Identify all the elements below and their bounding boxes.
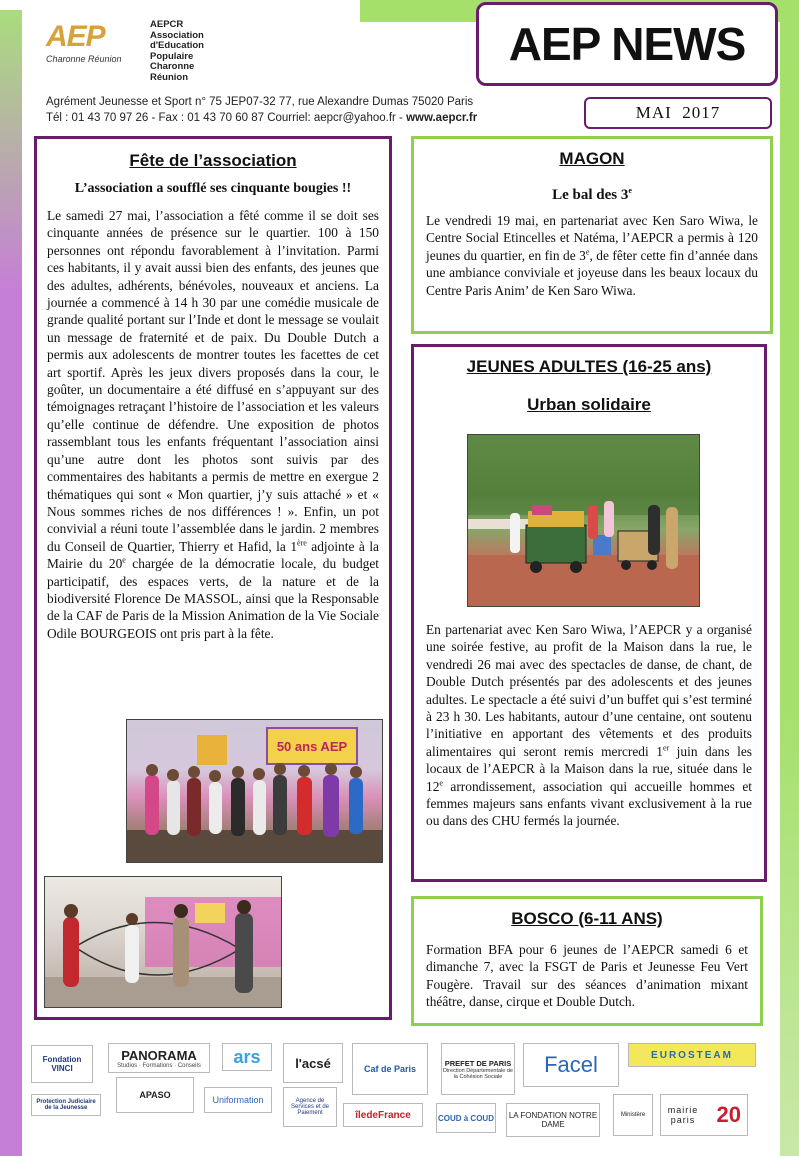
bosco-title: BOSCO (6-11 ANS) [511,909,663,928]
rope-holder [235,913,253,993]
jeunes-body-part: En partenariat avec Ken Saro Wiwa, l’AEPCR y a organisé une soirée festive, au profit de la Maison dans la rue, le vendredi 26 mai avec des spectacles de danse, de chant, de Double Dutch présentés par des adolescents et des jeunes adultes. Le spectacle a été suivi d’un buffet qui s’est terminé à 23 h 30. Les habitants, autour d’une centaine, ont soutenu l’initiative en apportant des vêtements et des produits alimentaires qui seront remis mercredi 1 [426,622,752,759]
magon-subtitle-sup: e [628,186,632,195]
logo-idf-text: îledeFrance [355,1109,411,1121]
org-line: Association [150,29,204,41]
org-line: Populaire [150,50,194,62]
logo-facel [523,1043,619,1087]
website-link[interactable]: www.aepcr.fr [406,112,478,124]
fete-body-part: Le samedi 27 mai, l’association a fêté comme il se doit ses cinquante années de présence sur le quartier. 100 à 150 personnes ont répondu favorablement à l’invitation. Parmi ces habitants, il y avait aussi bien des enfants, des jeunes que des adultes, adhérents, bénévoles, nouveaux et anciens. La journée a commencé à 14 h 30 par une comédie musicale de grande qualité portant sur l’Inde et dont le message se voulait un message de fraternité et de paix. Du Double Dutch a permis aux adolescents de montrer toutes les facettes de cet art sportif. Après les jeux divers proposés dans la cour, le goûter, un documentaire a été diffusé en s’appuyant sur des témoignages retraçant l’histoire de l’association et les valeurs qu’elle continue de défendre. Une exposition de photos rassemblant tous les enfants fréquentant l’association ainsi qu’une autre dont les photos sont suivis par des commentaires des habitants a permis de mettre en exergue 2 thématiques qui sont « Mon quartier, j’y suis attaché » et « Nous sommes riches de nos différences ! ». Enfin, un pot convivial a réuni toute l’assemblée dans le jardin. 2 membres du Conseil de Quartier, Thierry et Hafid, la 1 [47,208,379,554]
logo-prefet-sub: Direction Départementale de la Cohésion Sociale [442,1067,513,1080]
date-box [584,97,772,129]
logo-pjj-text: Protection Judiciaire de la Jeunesse [36,1099,96,1111]
logo-acse [283,1043,343,1083]
logo-panorama-text: PANORAMA [121,1047,197,1063]
fete-title: Fête de l’association [129,151,297,170]
logo-fondation-vinci-text: Fondation VINCI [42,1055,82,1073]
logo-acse-text: l'acsé [295,1055,331,1071]
org-line: d'Education [150,40,204,52]
stage-scene [127,720,383,863]
jumper [173,917,189,987]
jeunes-body-part: juin dans les locaux de l’AEPCR à la Maison dans la rue, située dans le 12 [426,743,752,794]
logo-fondation-vinci [31,1045,93,1083]
magon-title: MAGON [559,149,625,168]
magon-body [426,212,758,299]
logo-eurosteam-text: EUROSTEAM [651,1049,733,1061]
logo-apaso-text: APASO [139,1090,171,1100]
jumper [125,925,139,983]
newsletter-title-box [476,2,778,86]
issue-date: MAI 2017 [635,103,721,122]
jeunes-subtitle: Urban solidaire [527,395,651,414]
logo-fondation-notre-dame [506,1103,600,1137]
magon-body-part: Le vendredi 19 mai, en partenariat avec Ken Saro Wiwa, le Centre Social Etincelles et Natéma, l’AEPCR a permis à 120 jeunes du quartier, en fin de 3 [426,213,758,263]
magon-body-part: , de fêter cette fin d’année dans une ambiance conviviale et joyeuse dans les beaux locaux du Centre Paris Anim’ de Ken Saro Wiwa. [426,247,758,298]
logo-panorama-sub: Studios · Formations · Conseils [117,1062,201,1069]
logo-fnd-text: LA FONDATION NOTRE DAME [508,1111,598,1129]
logo-panorama [108,1043,210,1073]
logo-facel-text: Facel [544,1052,598,1077]
magon-article [411,136,773,334]
logo-pjj [31,1094,101,1116]
logo-uniformation-text: Uniformation [212,1095,264,1105]
jeunes-body-part: arrondissement, association qui accueille hommes et femmes majeurs sans enfants vivant exclusivement à la rue ou dans des CHU fermés la journée. [426,778,752,829]
logo-uniformation [204,1087,272,1113]
trees [468,435,700,515]
logo-apaso [116,1077,194,1113]
logo-ars-text: ars [233,1046,261,1067]
double-dutch-scene [45,877,282,1008]
fete-body-part: chargée de la démocratie locale, du budget participatif, des espaces verts, de la nature et de la biodiversité Florence De MASSOL, ainsi que la Responsable de la CAF de Paris de la Mission Animation de la Vie Sociale Odile BOURGEOIS ont pris part à la fête. [47,556,380,641]
logo-asp-text: Agence de Services et de Paiement [290,1098,330,1116]
logo-mairie-paris-20 [660,1094,748,1136]
poster [197,735,227,765]
org-name-block [150,20,240,84]
jeunes-sup: er [662,743,670,753]
bosco-article [411,896,763,1026]
top-left-band [0,0,360,10]
bosco-body: Formation BFA pour 6 jeunes de l’AEPCR samedi 6 et dimanche 7, avec la FSGT de Paris et Jeunesse Feu Vert Fougère. Travail sur des séances d’animation mixant théâtre, danse, cirque et Double Dutch. [426,942,748,1010]
newsletter-title: AEP NEWS [508,18,746,70]
logo-mairie-num: 20 [716,1102,741,1127]
magon-subtitle [414,187,770,204]
logo-caf [352,1043,428,1095]
logo-iledefrance [343,1103,423,1127]
contact-text: Tél : 01 43 70 97 26 - Fax : 01 43 70 60 87 Courriel: aepcr@yahoo.fr - [46,112,407,124]
logo-mairie-text: mairie paris [667,1105,699,1125]
aep-logo-caption: Charonne Réunion [46,54,122,64]
aep-logo [46,20,142,72]
logo-coud-text: COUD à COUD [437,1113,494,1123]
urban-solidaire-photo [467,434,700,607]
aep-logo-text: AEP [46,20,105,53]
fete-body [47,207,379,642]
mural-detail [195,903,225,923]
logo-caf-text: Caf de Paris [363,1064,417,1074]
address-line: Agrément Jeunesse et Sport n° 75 JEP07-32 77, rue Alexandre Dumas 75020 Paris [46,96,474,108]
jeunes-body [426,621,752,830]
org-line: Réunion [150,71,188,83]
fete-body-part: adjointe à la Mairie du 20 [47,538,379,572]
jeunes-article [411,344,767,882]
jeunes-title: JEUNES ADULTES (16-25 ans) [466,357,712,376]
logo-prefet-paris [441,1043,515,1095]
org-line: AEPCR [150,19,184,30]
magon-sup: e [585,247,590,257]
fete-sup: e [122,555,126,565]
fete-subtitle: L’association a soufflé ses cinquante bougies !! [74,181,352,196]
org-line: Charonne [150,61,195,73]
right-green-band [780,0,799,1156]
jeunes-sup: e [439,778,443,788]
logo-eurosteam [628,1043,756,1067]
contact-line [46,112,576,124]
logo-ministere [613,1094,653,1136]
performers [145,775,363,837]
logo-asp [283,1087,337,1127]
logo-prefet-text: PREFET DE PARIS [444,1058,512,1068]
stage-floor [127,830,383,863]
anniversary-banner-text: 50 ans AEP [276,739,348,754]
fete-photo-stage [126,719,383,863]
fete-photo-double-dutch [44,876,282,1008]
left-purple-band [0,0,22,1156]
fete-sup: ère [297,538,307,548]
logo-ministere-text: Ministère [620,1112,646,1118]
logo-ars [222,1043,272,1071]
rope-holder [63,917,79,987]
logo-coud-a-coud [436,1103,496,1133]
cart [526,525,586,563]
urban-solidaire-scene [468,435,700,607]
magon-subtitle-text: Le bal des 3 [552,187,629,203]
